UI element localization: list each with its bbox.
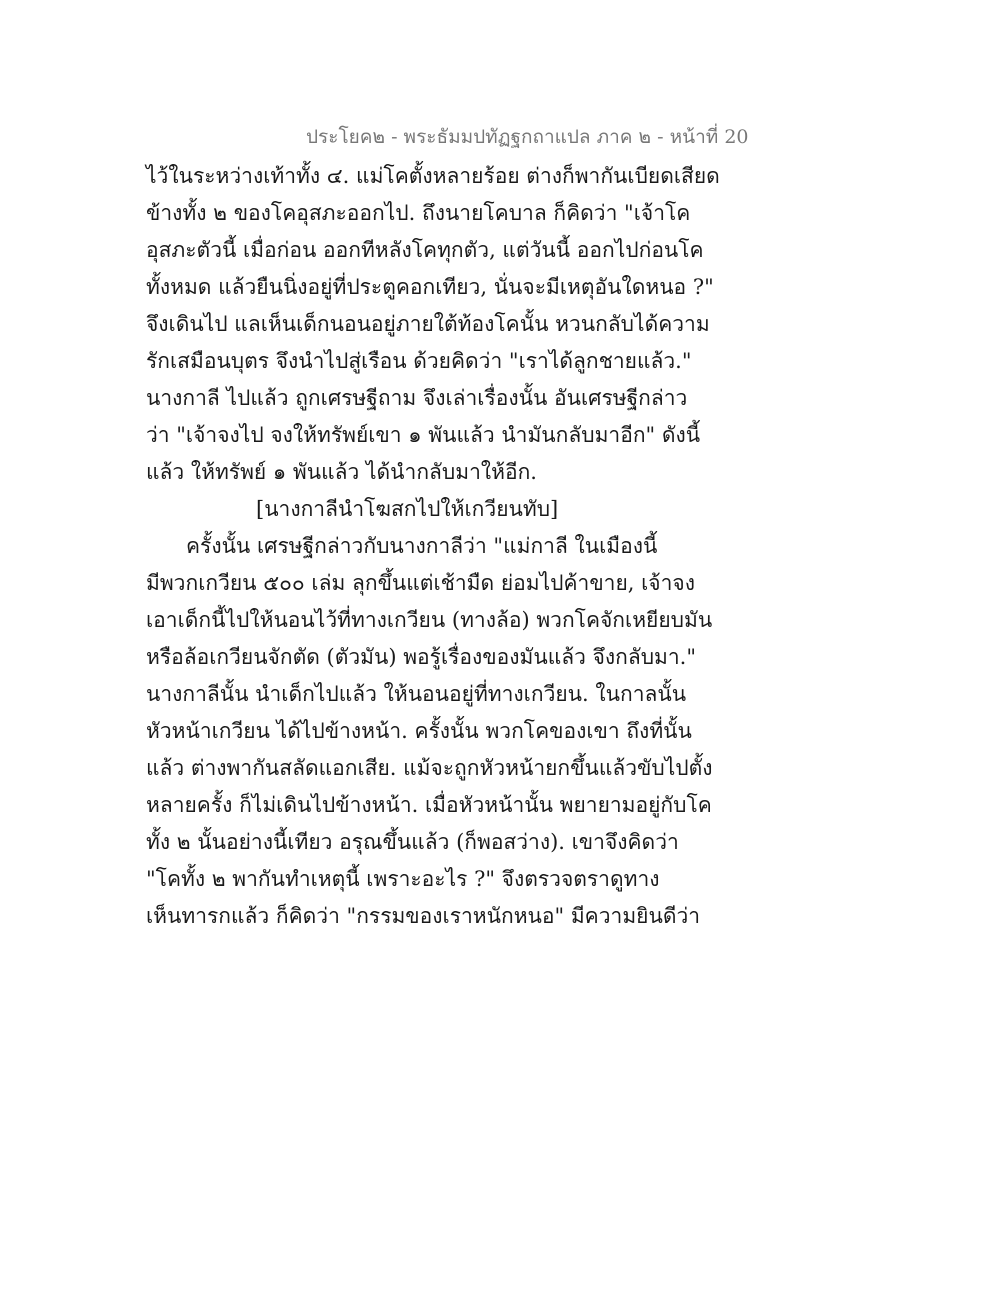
text-line: ไว้ในระหว่างเท้าทั้ง ๔. แม่โคตั้งหลายร้อย ต่างก็พากันเบียดเสียด — [146, 164, 720, 188]
text-line: ข้างทั้ง ๒ ของโคอุสภะออกไป. ถึงนายโคบาล ก็คิดว่า "เจ้าโค — [146, 201, 691, 225]
text-line: หลายครั้ง ก็ไม่เดินไปข้างหน้า. เมื่อหัวหน้านั้น พยายามอยู่กับโค — [146, 793, 712, 817]
text-line: "โคทั้ง ๒ พากันทำเหตุนี้ เพราะอะไร ?" จึงตรวจตราดูทาง — [146, 867, 660, 891]
text-line: นางกาลี ไปแล้ว ถูกเศรษฐีถาม จึงเล่าเรื่องนั้น อันเศรษฐีกล่าว — [146, 386, 688, 410]
text-line: หรือล้อเกวียนจักตัด (ตัวมัน) พอรู้เรื่องของมันแล้ว จึงกลับมา." — [146, 645, 697, 669]
text-line: เห็นทารกแล้ว ก็คิดว่า "กรรมของเราหนักหนอ" มีความยินดีว่า — [146, 904, 701, 928]
text-line: แล้ว ต่างพากันสลัดแอกเสีย. แม้จะถูกหัวหน้ายกขึ้นแล้วขับไปตั้ง — [146, 756, 713, 780]
text-line: รักเสมือนบุตร จึงนำไปสู่เรือน ด้วยคิดว่า "เราได้ลูกชายแล้ว." — [146, 349, 692, 373]
text-line: อุสภะตัวนี้ เมื่อก่อน ออกทีหลังโคทุกตัว, แต่วันนี้ ออกไปก่อนโค — [146, 238, 704, 262]
section-heading: [นางกาลีนำโฆสกไปให้เกวียนทับ] — [256, 497, 559, 521]
paragraph-first-line: ครั้งนั้น เศรษฐีกล่าวกับนางกาลีว่า "แม่กาลี ในเมืองนี้ — [186, 534, 658, 558]
text-line: มีพวกเกวียน ๕๐๐ เล่ม ลุกขึ้นแต่เช้ามืด ย่อมไปค้าขาย, เจ้าจง — [146, 571, 695, 595]
text-line: จึงเดินไป แลเห็นเด็กนอนอยู่ภายใต้ท้องโคนั้น หวนกลับได้ความ — [146, 312, 710, 336]
running-header: ประโยค๒ - พระธัมมปทัฏฐกถาแปล ภาค ๒ - หน้าที่ 20 — [306, 126, 749, 148]
text-line: เอาเด็กนี้ไปให้นอนไว้ที่ทางเกวียน (ทางล้อ) พวกโคจักเหยียบมัน — [146, 608, 713, 632]
text-line: แล้ว ให้ทรัพย์ ๑ พันแล้ว ได้นำกลับมาให้อีก. — [146, 460, 537, 484]
text-line: ว่า "เจ้าจงไป จงให้ทรัพย์เขา ๑ พันแล้ว นำมันกลับมาอีก" ดังนี้ — [146, 423, 701, 447]
text-line: หัวหน้าเกวียน ได้ไปข้างหน้า. ครั้งนั้น พวกโคของเขา ถึงที่นั้น — [146, 719, 692, 743]
text-line: นางกาลีนั้น นำเด็กไปแล้ว ให้นอนอยู่ที่ทางเกวียน. ในกาลนั้น — [146, 682, 687, 706]
text-line: ทั้ง ๒ นั้นอย่างนี้เทียว อรุณขึ้นแล้ว (ก็พอสว่าง). เขาจึงคิดว่า — [146, 830, 679, 854]
text-line: ทั้งหมด แล้วยืนนิ่งอยู่ที่ประตูคอกเทียว, นั่นจะมีเหตุอันใดหนอ ?" — [146, 275, 714, 299]
page-body — [146, 158, 720, 935]
